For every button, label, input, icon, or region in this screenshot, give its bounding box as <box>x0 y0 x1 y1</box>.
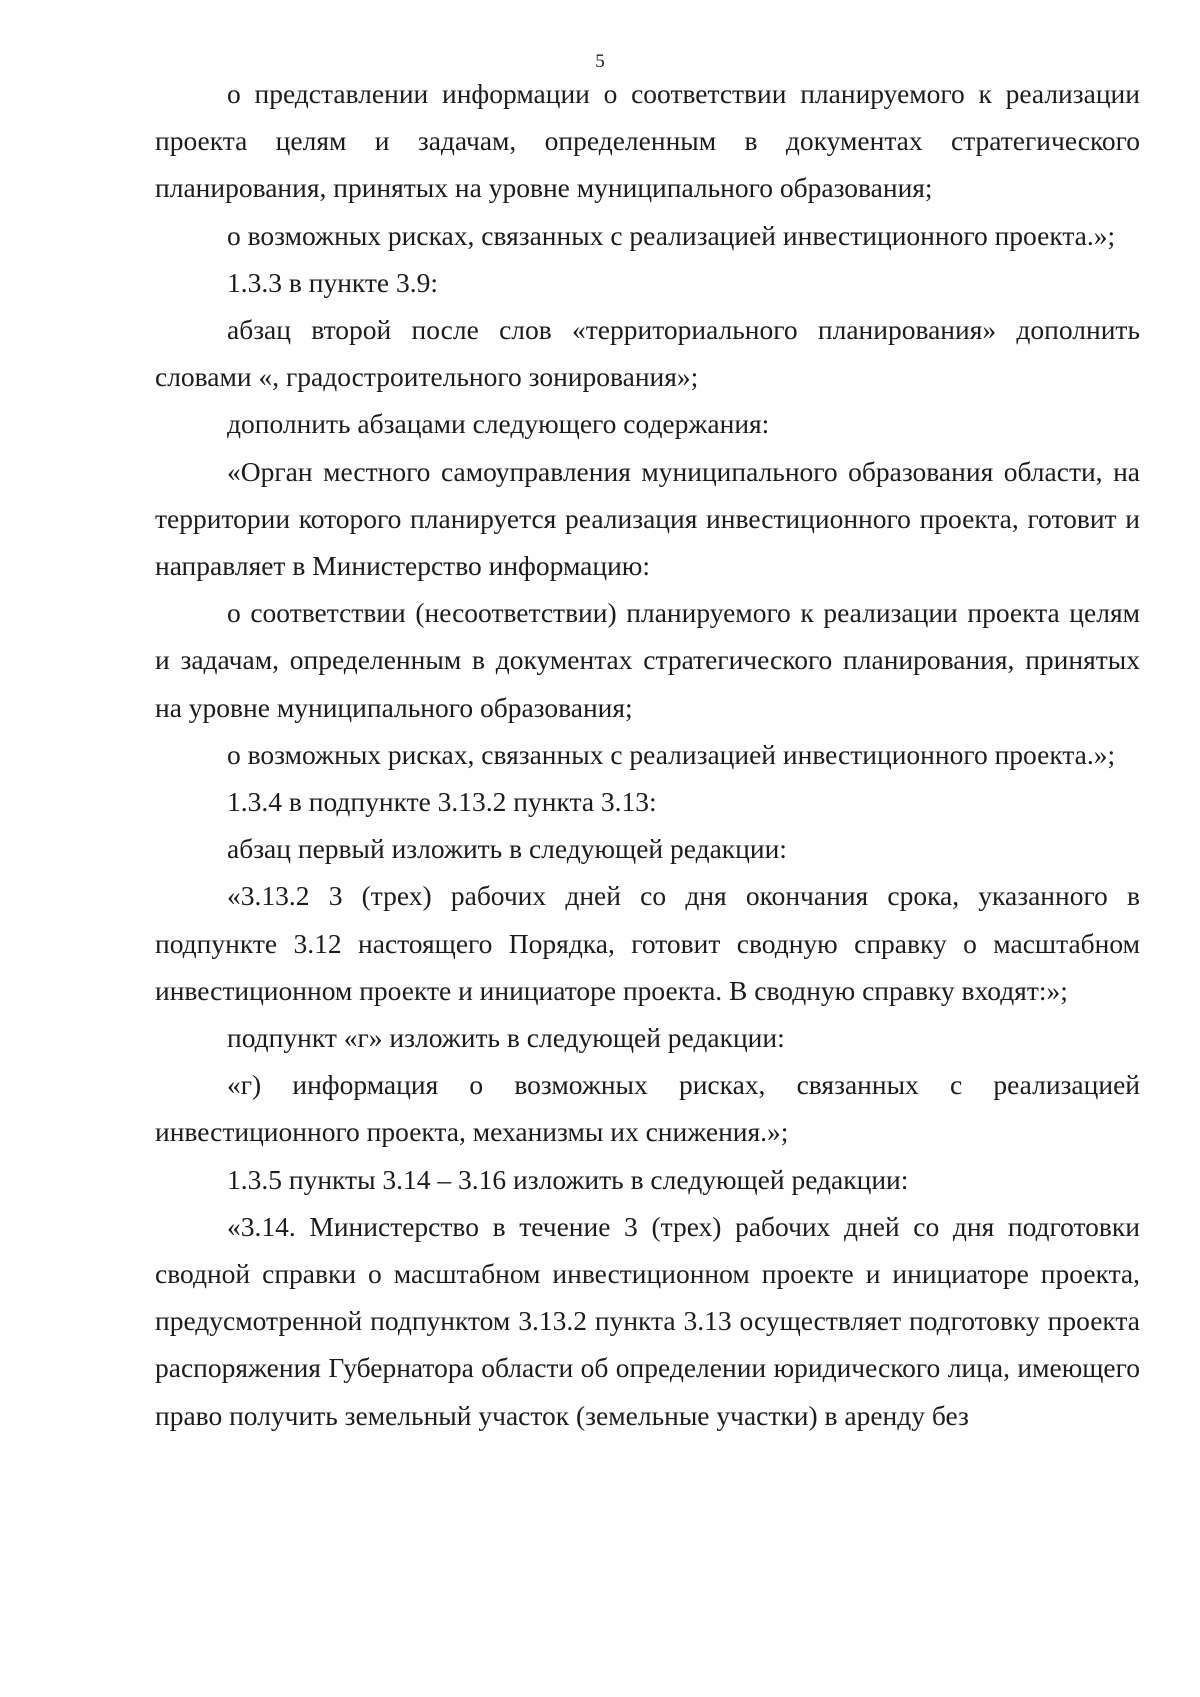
paragraph-1: о представлении информации о соответствии планируемого к реализации проекта целям и задачам, определенным в документах стратегического планирования, принятых на уровне муниципального образования; <box>155 78 1140 204</box>
paragraph-10: абзац первый изложить в следующей редакции: <box>227 833 787 865</box>
paragraph-13: «г) информация о возможных рисках, связанных с реализацией инвестиционного проекта, механизмы их снижения.»; <box>155 1069 1140 1148</box>
document-body <box>155 70 1140 1439</box>
paragraph-7: о соответствии (несоответствии) планируемого к реализации проекта целям и задачам, определенным в документах стратегического планирования, принятых на уровне муниципального образования; <box>155 597 1140 723</box>
paragraph-12: подпункт «г» изложить в следующей редакции: <box>227 1022 785 1054</box>
paragraph-3: 1.3.3 в пункте 3.9: <box>227 266 439 298</box>
paragraph-9: 1.3.4 в подпункте 3.13.2 пункта 3.13: <box>227 786 657 818</box>
paragraph-14: 1.3.5 пункты 3.14 – 3.16 изложить в следующей редакции: <box>227 1163 909 1195</box>
paragraph-6: «Орган местного самоуправления муниципального образования области, на территории которого планируется реализация инвестиционного проекта, готовит и направляет в Министерство информацию: <box>155 455 1140 582</box>
paragraph-2: о возможных рисках, связанных с реализацией инвестиционного проекта.»; <box>227 219 1116 251</box>
paragraph-8: о возможных рисках, связанных с реализацией инвестиционного проекта.»; <box>227 738 1116 770</box>
paragraph-4: абзац второй после слов «территориального планирования» дополнить словами «, градостроительного зонирования»; <box>155 314 1140 393</box>
paragraph-15: «3.14. Министерство в течение 3 (трех) рабочих дней со дня подготовки сводной справки о масштабном инвестиционном проекте и инициаторе проекта, предусмотренной подпунктом 3.13.2 пункта 3.13 осуществляет подготовку проекта распоряжения Губернатора области об определении юридического лица, имеющего право получить земельный участок (земельные участки) в аренду без <box>155 1210 1140 1431</box>
page-number: 5 <box>595 51 605 72</box>
paragraph-11: «3.13.2 3 (трех) рабочих дней со дня окончания срока, указанного в подпункте 3.12 настоящего Порядка, готовит сводную справку о масштабном инвестиционном проекте и инициаторе проекта. В сводную справку входят:»; <box>155 880 1140 1006</box>
paragraph-5: дополнить абзацами следующего содержания: <box>227 408 770 440</box>
